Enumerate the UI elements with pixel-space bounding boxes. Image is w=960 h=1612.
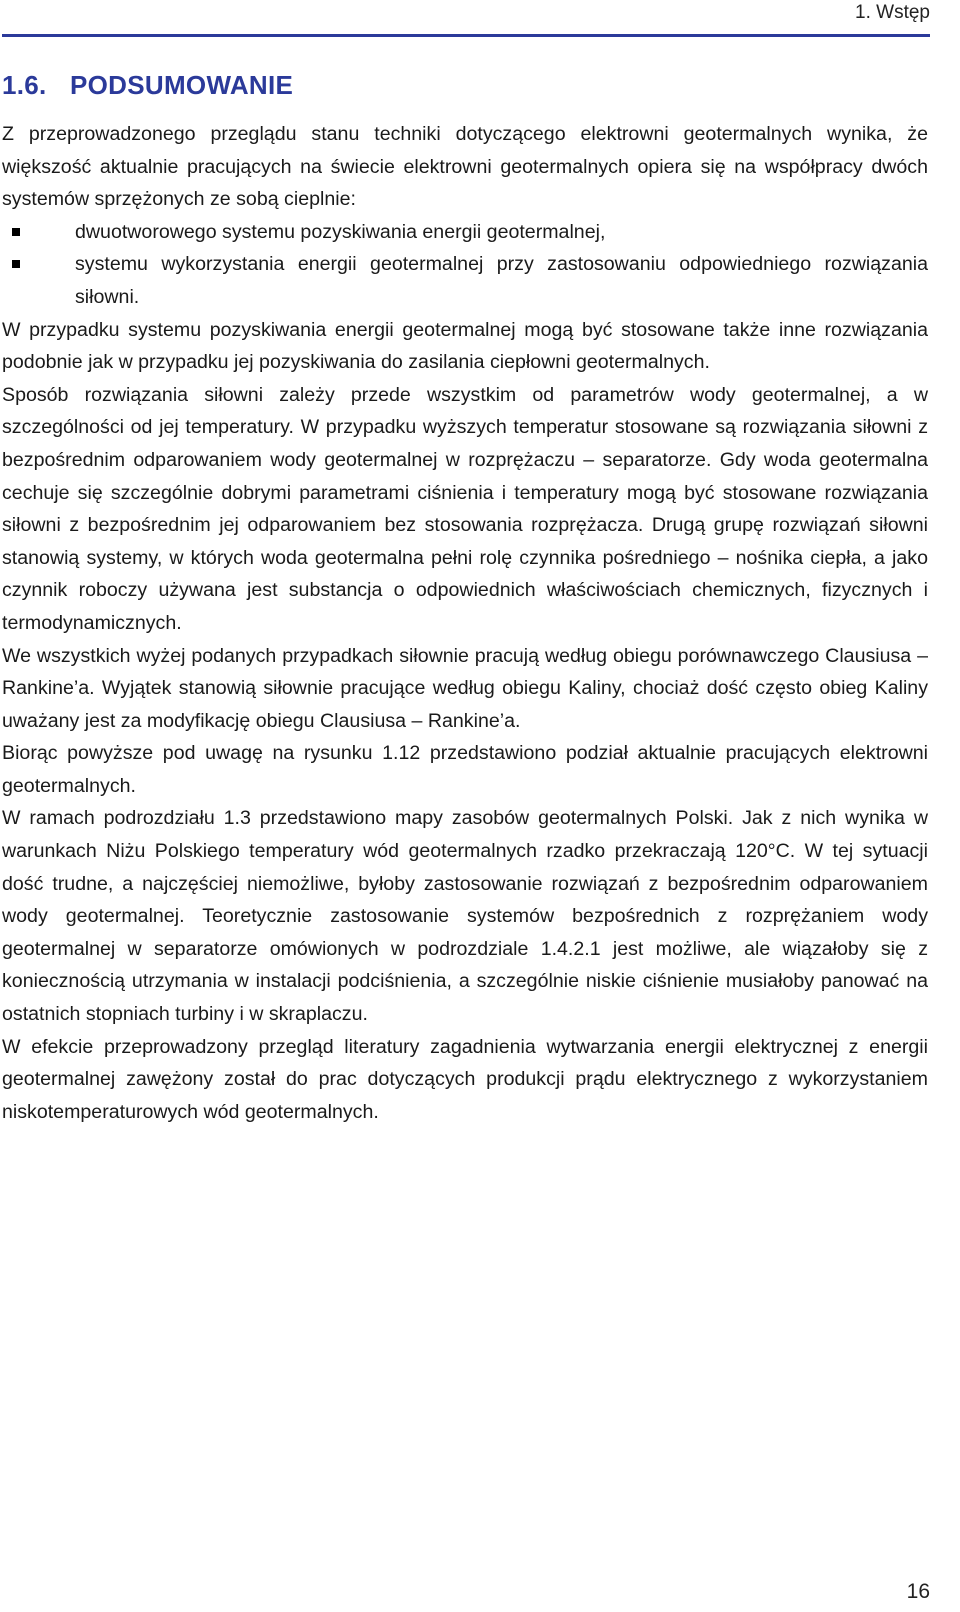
section-number: 1.6. bbox=[2, 70, 47, 100]
section-heading bbox=[2, 70, 293, 101]
page-number: 16 bbox=[906, 1580, 930, 1603]
body-text bbox=[2, 118, 928, 1128]
square-bullet-icon bbox=[12, 228, 20, 236]
paragraph-5: Biorąc powyższe pod uwagę na rysunku 1.12 przedstawiono podział aktualnie pracujących elektrowni geotermalnych. bbox=[2, 742, 928, 797]
bullet-list bbox=[2, 216, 928, 314]
paragraph-6: W ramach podrozdziału 1.3 przedstawiono mapy zasobów geotermalnych Polski. Jak z nich wynika w warunkach Niżu Polskiego temperatury wód geotermalnych rzadko przekraczają 120°C. W tej sytuacji dość trudne, a najczęściej niemożliwe, byłoby zastosowanie rozwiązań z bezpośrednim odparowaniem wody geotermalnej. Teoretycznie zastosowanie systemów bezpośrednich z rozprężaniem wody geotermalnej w separatorze omówionych w podrozdziale 1.4.2.1 jest możliwe, ale wiązałoby się z koniecznością utrzymania w instalacji podciśnienia, a szczególnie niskie ciśnienie musiałoby panować na ostatnich stopniach turbiny i w skraplaczu. bbox=[2, 807, 928, 1026]
list-item-text: dwuotworowego systemu pozyskiwania energii geotermalnej, bbox=[75, 220, 606, 243]
section-title: PODSUMOWANIE bbox=[70, 70, 294, 100]
paragraph-intro: Z przeprowadzonego przeglądu stanu techniki dotyczącego elektrowni geotermalnych wynika, że większość aktualnie pracujących na świecie elektrowni geotermalnych opiera się na współpracy dwóch systemów sprzężonych ze sobą cieplnie: bbox=[2, 123, 928, 211]
paragraph-2: W przypadku systemu pozyskiwania energii geotermalnej mogą być stosowane także inne rozwiązania podobnie jak w przypadku jej pozyskiwania do zasilania ciepłowni geotermalnych. bbox=[2, 318, 928, 374]
list-item-text: systemu wykorzystania energii geotermalnej przy zastosowaniu odpowiedniego rozwiązania siłowni. bbox=[75, 253, 928, 308]
square-bullet-icon bbox=[12, 260, 20, 268]
list-item bbox=[75, 216, 928, 249]
paragraph-4: We wszystkich wyżej podanych przypadkach siłownie pracują według obiegu porównawczego Clausiusa – Rankine’a. Wyjątek stanowią siłownie pracujące według obiegu Kaliny, chociaż dość często obieg Kaliny uważany jest za modyfikację obiegu Clausiusa – Rankine’a. bbox=[2, 644, 928, 732]
running-header: 1. Wstęp bbox=[855, 2, 930, 23]
header-rule bbox=[2, 34, 930, 37]
paragraph-7: W efekcie przeprowadzony przegląd literatury zagadnienia wytwarzania energii elektrycznej z energii geotermalnej zawężony został do prac dotyczących produkcji prądu elektrycznego z wykorzystaniem niskotemperaturowych wód geotermalnych. bbox=[2, 1035, 928, 1123]
paragraph-3: Sposób rozwiązania siłowni zależy przede wszystkim od parametrów wody geotermalnej, a w szczególności od jej temperatury. W przypadku wyższych temperatur stosowane są rozwiązania siłowni z bezpośrednim odparowaniem wody geotermalnej w rozprężaczu – separatorze. Gdy woda geotermalna cechuje się szczególnie dobrymi parametrami ciśnienia i temperatury mogą być stosowane rozwiązania siłowni z bezpośrednim jej odparowaniem bez stosowania rozprężacza. Drugą grupę rozwiązań siłowni stanowią systemy, w których woda geotermalna pełni rolę czynnika pośredniego – nośnika ciepła, a jako czynnik roboczy używana jest substancja o odpowiednich właściwościach chemicznych, fizycznych i termodynamicznych. bbox=[2, 383, 928, 634]
list-item bbox=[75, 248, 928, 313]
